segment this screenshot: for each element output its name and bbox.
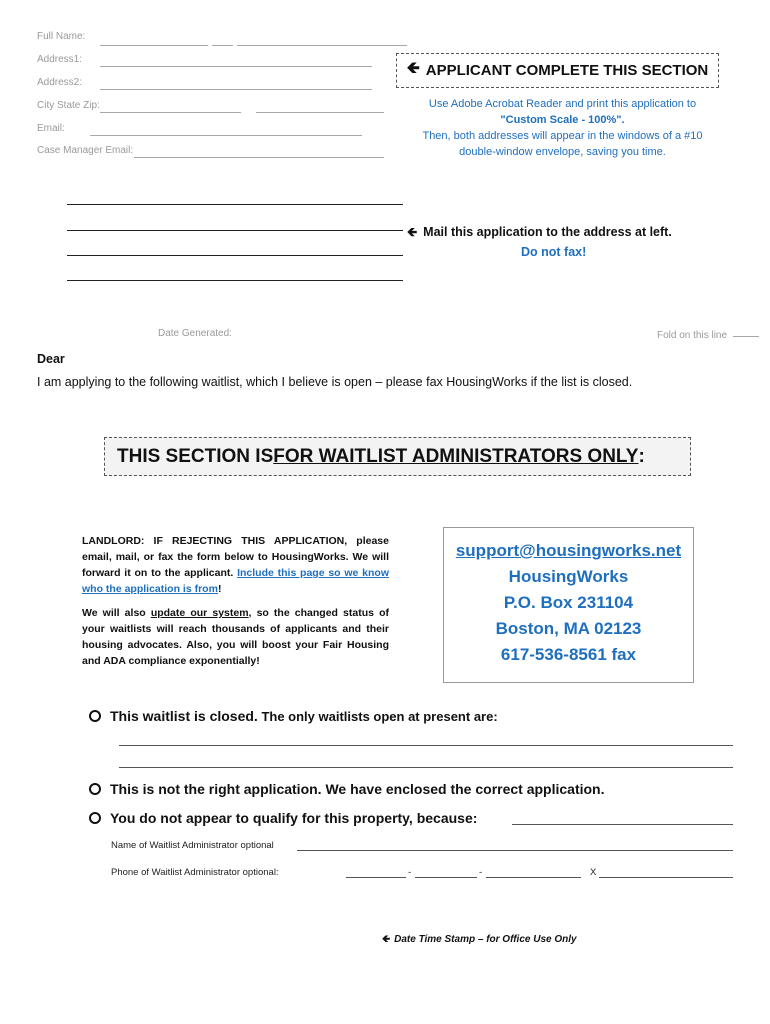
landlord-p1-end: ! xyxy=(217,583,222,595)
update-system-text: update our system xyxy=(150,607,249,619)
fold-line-mark xyxy=(733,336,759,337)
landlord-p2-rest: , so the changed status of your waitlists will reach thousands of applicants and their housing advocates. Also, you will boost your Fair Housing and ADA compliance exponentially! xyxy=(82,607,389,667)
address2-field[interactable] xyxy=(100,89,372,90)
arrow-left-icon: 🡸 xyxy=(406,60,420,77)
contact-fax: 617-536-8561 fax xyxy=(500,645,637,664)
radio-circle-icon[interactable] xyxy=(89,783,101,795)
admin-section-box xyxy=(104,437,691,476)
contact-city: Boston, MA 02123 xyxy=(495,619,642,638)
address1-field[interactable] xyxy=(100,66,372,67)
option-wrong-application[interactable] xyxy=(89,781,605,797)
landlord-instructions xyxy=(82,533,389,669)
option-closed-rest: The only waitlists open at present are: xyxy=(257,708,498,724)
option-not-qualify-text: You do not appear to qualify for this property, because: xyxy=(110,810,478,826)
mailing-address-line-1 xyxy=(67,204,403,205)
address1-label: Address1: xyxy=(37,54,83,65)
landlord-p2-text: We will also xyxy=(82,607,151,619)
contact-pobox: P.O. Box 231104 xyxy=(503,593,634,612)
zip-field[interactable] xyxy=(256,112,384,113)
phone-prefix-field[interactable] xyxy=(415,877,477,878)
letter-body: I am applying to the following waitlist, which I believe is open – please fax HousingWorks if the list is closed. xyxy=(37,375,633,389)
full-name-field-1[interactable] xyxy=(100,45,208,46)
admin-phone-label: Phone of Waitlist Administrator optional: xyxy=(111,867,279,878)
instruction-line-2: "Custom Scale - 100%". xyxy=(500,114,625,126)
email-field[interactable] xyxy=(90,135,362,136)
fold-line-label: Fold on this line xyxy=(657,330,728,341)
date-time-stamp-text: Date Time Stamp – for Office Use Only xyxy=(394,934,577,945)
open-waitlists-line-1[interactable] xyxy=(119,745,733,746)
city-state-zip-label: City State Zip: xyxy=(37,100,100,111)
case-manager-email-label: Case Manager Email: xyxy=(37,145,134,156)
case-manager-email-field[interactable] xyxy=(134,157,384,158)
phone-area-field[interactable] xyxy=(346,877,406,878)
radio-circle-icon[interactable] xyxy=(89,812,101,824)
admin-name-field[interactable] xyxy=(297,850,733,851)
option-closed-bold: This waitlist is closed. xyxy=(110,708,258,724)
mailing-address-line-3 xyxy=(67,255,403,256)
mailing-address-line-2 xyxy=(67,230,403,231)
date-generated-label: Date Generated: xyxy=(158,328,232,339)
arrow-left-icon: 🡸 xyxy=(382,934,391,945)
support-email-link[interactable]: support@housingworks.net xyxy=(455,541,682,560)
phone-sep-1: - xyxy=(408,867,412,878)
address2-label: Address2: xyxy=(37,77,83,88)
applicant-section-box xyxy=(396,53,719,88)
radio-circle-icon[interactable] xyxy=(89,710,101,722)
open-waitlists-line-2[interactable] xyxy=(119,767,733,768)
admin-section-emphasis: FOR WAITLIST ADMINISTRATORS ONLY xyxy=(273,445,639,467)
email-label: Email: xyxy=(37,123,65,134)
landlord-p1-text: LANDLORD: IF REJECTING THIS APPLICATION, please email, mail, or fax the form below to HousingWorks. We will forward it on to the applicant. xyxy=(82,535,389,579)
admin-name-label: Name of Waitlist Administrator optional xyxy=(111,840,274,851)
date-time-stamp xyxy=(382,932,577,949)
salutation: Dear xyxy=(37,352,65,366)
contact-box xyxy=(443,527,694,683)
phone-line-field[interactable] xyxy=(486,877,581,878)
full-name-label: Full Name: xyxy=(37,31,86,42)
instruction-line-3: Then, both addresses will appear in the windows of a #10 xyxy=(422,130,703,142)
instruction-line-4: double-window envelope, saving you time. xyxy=(459,146,666,158)
admin-section-suffix: : xyxy=(638,445,645,467)
phone-sep-2: - xyxy=(479,867,483,878)
option-waitlist-closed[interactable] xyxy=(89,708,498,724)
include-page-link[interactable]: Include this page so we know who the application is from xyxy=(82,567,389,595)
arrow-left-icon: 🡸 xyxy=(407,225,418,239)
full-name-field-3[interactable] xyxy=(237,45,407,46)
applicant-section-title: APPLICANT COMPLETE THIS SECTION xyxy=(425,62,709,79)
phone-ext-field[interactable] xyxy=(599,877,733,878)
mail-instruction xyxy=(407,223,672,244)
not-qualify-reason-field[interactable] xyxy=(512,824,733,825)
option-wrong-app-text: This is not the right application. We have enclosed the correct application. xyxy=(110,781,605,797)
no-fax-warning: Do not fax! xyxy=(521,245,587,259)
print-instructions xyxy=(396,96,729,160)
instruction-line-1: Use Adobe Acrobat Reader and print this application to xyxy=(428,98,697,110)
option-not-qualify[interactable] xyxy=(89,810,477,826)
mail-instruction-text: Mail this application to the address at left. xyxy=(423,225,672,239)
mailing-address-line-4 xyxy=(67,280,403,281)
admin-section-prefix: THIS SECTION IS xyxy=(117,445,274,467)
phone-ext-label: X xyxy=(590,867,597,878)
contact-org: HousingWorks xyxy=(508,567,629,586)
full-name-field-2[interactable] xyxy=(212,45,233,46)
city-field[interactable] xyxy=(100,112,241,113)
